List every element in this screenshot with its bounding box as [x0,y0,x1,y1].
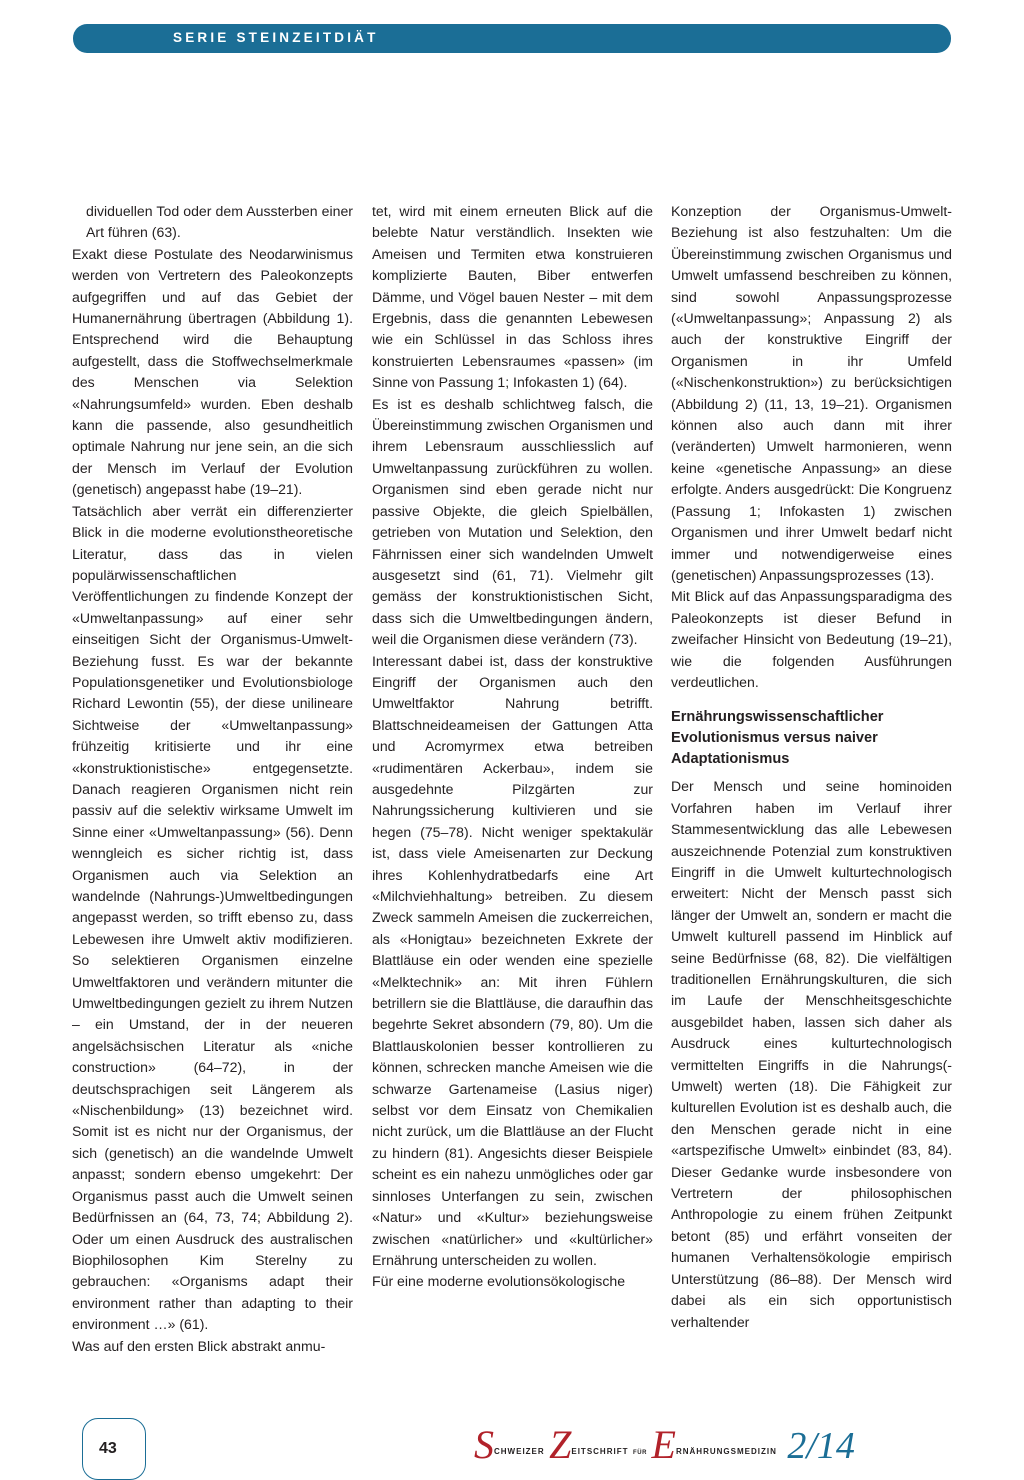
paragraph: dividuellen Tod oder dem Aussterben einer Art führen (63). [86,203,353,241]
paragraph: Konzeption der Organismus-Umwelt-Beziehung ist also festzuhalten: Um die Übereinstimmung zwischen Organismus und Umwelt umfassend beschreiben zu können, sind sowohl Anpassungsprozesse («Umweltanpassung»; Anpassung 2) als auch der konstruktive Eingriff der Organismen in ihr Umfeld («Nischenkonstruktion») zu berücksichtigen (Abbildung 2) (11, 13, 19–21). Organismen können also auch dann mit ihrer (veränderten) Umwelt harmonieren, wenn keine «genetische Anpassung» an diese erfolgte. Anders ausgedrückt: Die Kongruenz (Passung 1; Infokasten 1) zwischen Organismen und ihrer Umwelt bedarf nicht immer und notwendigerweise eines (genetischen) Anpassungsprozesses (13). [671,203,952,583]
journal-word-1: CHWEIZER [494,1447,545,1456]
section-heading: Ernährungswissenschaftlicher Evolutionismus versus naiver Adaptationismus [671,709,884,768]
paragraph: Exakt diese Postulate des Neodarwinismus werden von Vertretern des Paleokonzepts aufgegriffen und auf das Gebiet der Humanernährung übertragen (Abbildung 1). Entsprechend wird die Behauptung aufgestellt, dass die Stoffwechselmerkmale des Menschen via Selektion «Nahrungsumfeld» wurden. Eben deshalb kann die passende, also gesundheitlich optimale Nahrung nur jene sein, an die sich der Mensch im Verlauf der Evolution (genetisch) angepasst habe (19–21). [72,245,353,498]
series-banner [73,24,951,53]
paragraph: Was auf den ersten Blick abstrakt anmu- [72,1337,326,1354]
text-column-3 [671,201,952,1333]
journal-logo [474,1422,855,1467]
paragraph: Für eine moderne evolutionsökologische [372,1273,626,1290]
journal-word-4: RNÄHRUNGSMEDIZIN [675,1447,777,1456]
paragraph: Es ist es deshalb schlichtweg falsch, die Übereinstimmung zwischen Organismen und ihrem Lebensraum ausschliesslich auf Umweltanpassung zurückführen zu wollen. Organismen sind eben gerade nicht nur passive Objekte, die gleich Spielbällen, getrieben von Mutation und Selektion, den Fährnissen einer sich wandelnden Umwelt ausgesetzt sind (61, 71). Vielmehr gilt gemäss der konstruktionistischen Sicht, dass sich die Umweltbedingungen ändern, weil die Organismen diese verändern (73). [372,395,653,648]
journal-letter-s: S [474,1422,494,1467]
journal-letter-e: E [651,1422,676,1467]
journal-word-2: EITSCHRIFT [571,1447,629,1456]
issue-number: 2/14 [787,1425,855,1467]
series-title: SERIE STEINZEITDIÄT [173,30,379,45]
page-number: 43 [99,1440,117,1457]
journal-word-3: FÜR [632,1450,648,1456]
journal-letter-z: Z [549,1422,572,1467]
paragraph: Tatsächlich aber verrät ein differenzierter Blick in die moderne evolutionstheoretische Literatur, dass das in vielen populärwissenschaftlichen Veröffentlichungen zu findende Konzept der «Umweltanpassung» auf einer sehr einseitigen Sicht der Organismus-Umwelt-Beziehung fusst. Es war der bekannte Populationsgenetiker und Evolutionsbiologe Richard Lewontin (55), der diese unilineare Sichtweise der «Umweltanpassung» frühzeitig kritisierte und ihr eine «konstruktionistische» entgegensetzte. Danach reagieren Organismen nicht rein passiv auf die selektiv wirksame Umwelt im Sinne einer «Umweltanpassung» (56). Denn wenngleich es sicher richtig ist, dass Organismen auch via Selektion an wandelnde (Nahrungs-)Umweltbedingungen angepasst werden, so trifft ebenso zu, dass Lebewesen ihre Umwelt aktiv modifizieren. So selektieren Organismen einzelne Umweltfaktoren und verändern mitunter die Umweltbedingungen gezielt zu ihrem Nutzen – ein Umstand, der in der neueren angelsächsischen Literatur als «niche construction» (64–72), in der deutschsprachigen seit Längerem als «Nischenbildung» (13) bezeichnet wird. Somit ist es nicht nur der Organismus, der sich (genetisch) an die wandelnde Umwelt anpasst; sondern ebenso umgekehrt: Der Organismus passt auch die Umwelt seinen Bedürfnissen an (64, 73, 74; Abbildung 2). Oder um einen Ausdruck des australischen Biophilosophen Kim Sterelny zu gebrauchen: «Organisms adapt their environment rather than adapting to their environment …» (61). [72,502,353,1333]
paragraph: Mit Blick auf das Anpassungsparadigma des Paleokonzepts ist dieser Befund in zweifacher Hinsicht von Bedeutung (19–21), wie die folgenden Ausführungen verdeutlichen. [671,588,952,690]
paragraph: Der Mensch und seine hominoiden Vorfahren haben im Verlauf ihrer Stammesentwicklung das alle Lebewesen auszeichnende Potenzial zum konstruktiven Eingriff in die Umwelt kulturtechnologisch erweitert: Nicht der Mensch passt sich länger der Umwelt an, sondern er macht die Umwelt kulturell passend im Hinblick auf seine Bedürfnisse (68, 82). Die vielfältigen traditionellen Ernährungskulturen, die sich im Laufe der Menschheitsgeschichte ausgebildet haben, lassen sich daher als Ausdruck eines kulturtechnologisch vermittelten Eingriffs in die Nahrungs(-Umwelt) werten (18). Die Fähigkeit zur kulturellen Evolution ist es deshalb auch, die den Menschen gerade nicht in eine «artspezifische Umwelt» einbindet (83, 84). Dieser Gedanke wurde insbesondere von Vertretern der philosophischen Anthropologie zu einem frühen Zeitpunkt betont (85) und erfährt vonseiten der humanen Verhaltensökologie empirisch Unterstützung (86–88). Der Mensch wird dabei als ein sich opportunistisch verhaltender [671,778,952,1330]
text-column-1 [72,201,353,1357]
paragraph: Interessant dabei ist, dass der konstruktive Eingriff der Organismen auch den Umweltfaktor Nahrung betrifft. Blattschneideameisen der Gattungen Atta und Acromyrmex etwa betreiben «rudimentären Ackerbau», indem sie ausgedehnte Pilzgärten zur Nahrungssicherung kultivieren und sie hegen (75–78). Nicht weniger spektakulär ist, dass viele Ameisenarten zur Deckung ihres Kohlenhydratbedarfs eine Art «Milchviehhaltung» betreiben. Zu diesem Zweck sammeln Ameisen die zuckerreichen, als «Honigtau» bezeichneten Exkrete der Blattläuse ein oder wenden eine spezielle «Melktechnik» an: Mit ihren Fühlern betrillern sie die Blattläuse, die daraufhin das begehrte Sekret absondern (79, 80). Um die Blattlauskolonien besser kontrollieren zu können, schrecken manche Ameisen wie die schwarze Gartenameise (Lasius niger) selbst vor dem Einsatz von Chemikalien nicht zurück, um die Blattläuse an der Flucht zu hindern (81). Angesichts dieser Beispiele scheint es ein nahezu unmögliches oder gar sinnloses Unterfangen zu sein, zwischen «Natur» und «Kultur» beziehungsweise zwischen «natürlicher» und «kultürlicher» Ernährung unterscheiden zu wollen. [372,652,653,1268]
text-column-2 [372,201,653,1293]
paragraph: tet, wird mit einem erneuten Blick auf die belebte Natur verständlich. Insekten wie Ameisen und Termiten etwa konstruieren komplizierte Bauten, Biber entwerfen Dämme, und Vögel bauen Nester – mit dem Ergebnis, dass die genannten Lebewesen wie ein Schlüssel in das Schloss ihres konstruierten Lebensraumes «passen» (im Sinne von Passung 1; Infokasten 1) (64). [372,203,653,391]
